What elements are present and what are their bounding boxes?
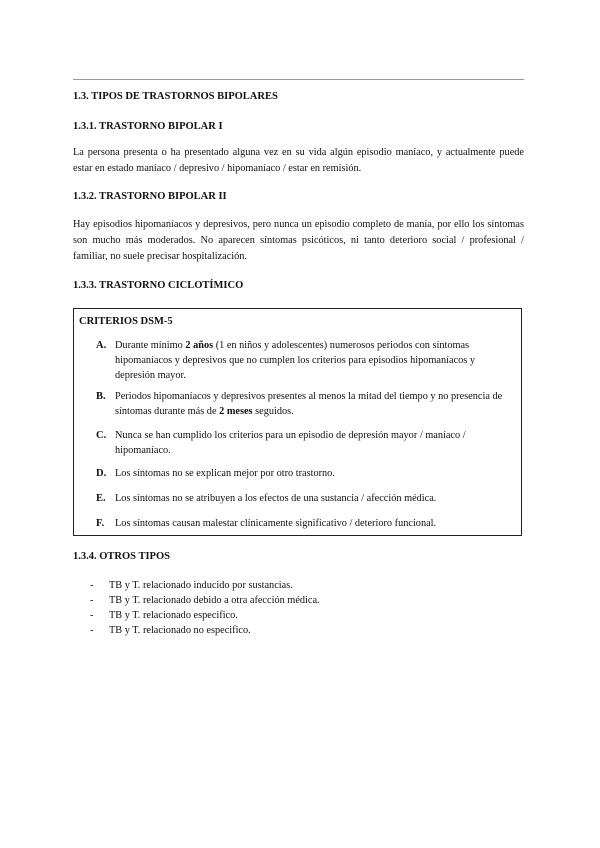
section-text-bipolar-2: Hay episodios hipomaníacos y depresivos, pero nunca un episodio completo de manía, por ello los síntomas son mucho más moderados. No aparecen síntomas psicóticos, ni tanto deterioro social / profesional / familiar, no suele precisar hospitalización.: [73, 219, 524, 262]
list-item-text: TB y T. relacionado debido a otra afección médica.: [109, 595, 320, 606]
list-item-text: TB y T. relacionado no especifico.: [109, 625, 251, 636]
bullet-dash: -: [90, 610, 94, 621]
bullet-dash: -: [90, 625, 94, 636]
section-text-bipolar-1: La persona presenta o ha presentado alguna vez en su vida algún episodio maníaco, y actualmente puede estar en estado maníaco / depresivo / hipomaníaco / estar en remisión.: [73, 147, 524, 174]
criteria-text: Los síntomas causan malestar clínicamente significativo / deterioro funcional.: [115, 518, 437, 529]
criteria-text: Los síntomas no se atribuyen a los efectos de una sustancia / afección médica.: [115, 493, 437, 504]
criteria-letter: C.: [96, 430, 107, 441]
header-rule: [73, 79, 524, 80]
criteria-title: CRITERIOS DSM-5: [79, 316, 173, 327]
criteria-box: [73, 308, 522, 536]
list-item-text: TB y T. relacionado especifico.: [109, 610, 238, 621]
section-title-otros-tipos: 1.3.4. OTROS TIPOS: [73, 551, 170, 562]
criteria-text: Durante mínimo 2 años (1 en niños y adolescentes) numerosos periodos con síntomas hipomaníacos y depresivos que no cumplen los criterios para episodios hipomaníacos y depresión mayor.: [115, 340, 476, 381]
bullet-dash: -: [90, 580, 94, 591]
criteria-letter: A.: [96, 340, 107, 351]
criteria-letter: E.: [96, 493, 106, 504]
section-title-bipolar-1: 1.3.1. TRASTORNO BIPOLAR I: [73, 121, 223, 132]
criteria-text: Periodos hipomaníacos y depresivos presentes al menos la mitad del tiempo y no presencia de síntomas durante más de 2 meses seguidos.: [115, 391, 503, 417]
criteria-letter: D.: [96, 468, 107, 479]
criteria-text: Los síntomas no se explican mejor por otro trastorno.: [115, 468, 335, 479]
section-title-ciclotimico: 1.3.3. TRASTORNO CICLOTÍMICO: [73, 280, 244, 291]
criteria-letter: F.: [96, 518, 105, 529]
list-item-text: TB y T. relacionado inducido por sustancias.: [109, 580, 293, 591]
criteria-letter: B.: [96, 391, 106, 402]
main-title: 1.3. TIPOS DE TRASTORNOS BIPOLARES: [73, 91, 278, 102]
section-title-bipolar-2: 1.3.2. TRASTORNO BIPOLAR II: [73, 191, 227, 202]
criteria-text: Nunca se han cumplido los criterios para un episodio de depresión mayor / maníaco / hipomaníaco.: [115, 430, 466, 456]
bullet-dash: -: [90, 595, 94, 606]
